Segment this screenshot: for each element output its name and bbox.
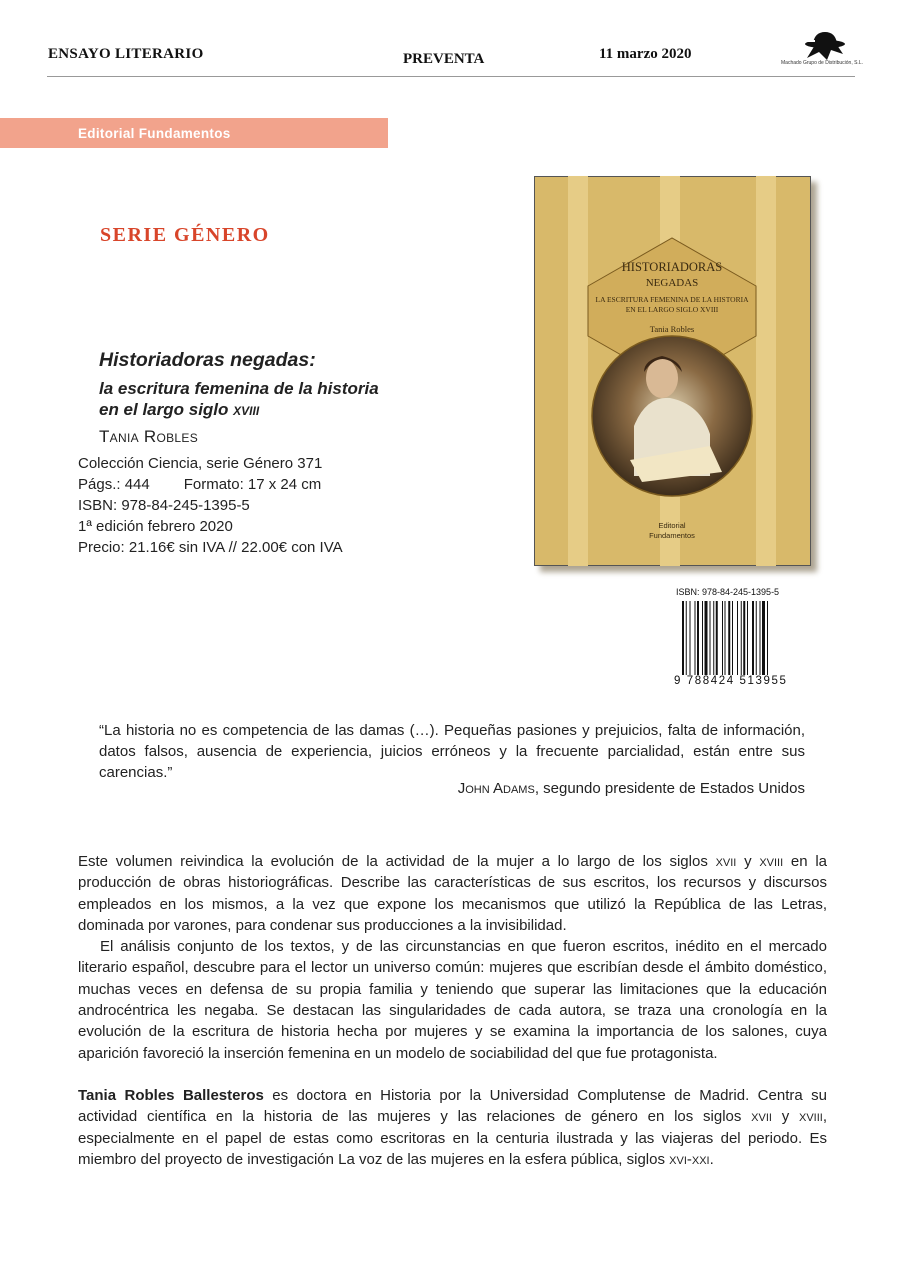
header-divider — [47, 76, 855, 77]
quote-author: John Adams — [457, 780, 535, 797]
book-edition: 1ª edición febrero 2020 — [78, 518, 233, 535]
header-status: PREVENTA — [403, 51, 485, 67]
book-subtitle-line2 — [99, 399, 439, 420]
bio-text: es doctora en Historia por la Universidad Complutense de Madrid. Centra su actividad científica en la historia de las mujeres y las relaciones de género en los siglos — [78, 1086, 827, 1126]
book-subtitle — [99, 378, 439, 420]
barcode-bar — [762, 601, 765, 675]
cover-publisher-line2: Fundamentos — [649, 531, 695, 540]
logo-caption: Machado Grupo de Distribución, S.L. — [781, 60, 863, 66]
book-description — [78, 851, 827, 1170]
barcode-bar — [760, 601, 761, 675]
cover-sub-line1: LA ESCRITURA FEMENINA DE LA HISTORIA — [595, 295, 749, 304]
series-label: SERIE GÉNERO — [100, 224, 270, 246]
barcode-bar — [690, 601, 691, 675]
barcode-bar — [732, 601, 733, 675]
barcode-bar — [725, 601, 726, 675]
book-subtitle-line1: la escritura femenina de la historia — [99, 379, 379, 398]
barcode-bar — [682, 601, 684, 675]
barcode — [672, 587, 804, 689]
book-subtitle-century: xviii — [233, 400, 260, 419]
book-cover-image — [534, 176, 811, 566]
description-paragraph-1 — [78, 851, 827, 936]
desc-text: y — [736, 853, 760, 870]
barcode-bar — [710, 601, 711, 675]
bio-century: xvii — [751, 1108, 772, 1126]
cover-title-line1: HISTORIADORAS — [621, 260, 723, 274]
epigraph-quote: “La historia no es competencia de las damas (…). Pequeñas pasiones y prejuicios, falta de información, datos falsos, ausencia de experiencia, juicios erróneos y la frecuente parcialidad, están entre sus carencias.” — [99, 722, 805, 781]
book-price: Precio: 21.16€ sin IVA // 22.00€ con IVA — [78, 539, 343, 556]
barcode-bar — [743, 601, 745, 675]
book-author: Tania Robles — [99, 427, 199, 446]
cover-author: Tania Robles — [649, 324, 695, 334]
book-subtitle-line2-text: en el largo siglo — [99, 400, 234, 419]
header-date: 11 marzo 2020 — [599, 46, 692, 62]
cover-sub-line2: EN EL LARGO SIGLO XVIII — [625, 305, 719, 314]
barcode-bar — [741, 601, 742, 675]
publisher-band-label: Editorial Fundamentos — [78, 126, 231, 141]
bio-text: . — [709, 1150, 714, 1168]
publisher-band — [0, 118, 388, 148]
cover-publisher-line1: Editorial — [658, 521, 686, 530]
bio-text: , especialmente en el papel de estas como escritoras en la centuria ilustrada y las viajeras del periodo. Es miembro del proyecto de investigación La voz de las mujeres en la esfera pública, siglos — [78, 1108, 827, 1168]
barcode-bar — [767, 601, 768, 675]
barcode-bar — [737, 601, 738, 675]
barcode-bar — [728, 601, 730, 675]
bio-text: y — [771, 1108, 799, 1126]
barcode-bar — [702, 601, 703, 675]
book-collection: Colección Ciencia, serie Género 371 — [78, 455, 323, 472]
barcode-bar — [716, 601, 718, 675]
book-title: Historiadoras negadas: — [99, 349, 316, 371]
bio-century: xvi-xxi — [669, 1150, 710, 1168]
book-metadata — [78, 453, 343, 558]
book-isbn: ISBN: 978-84-245-1395-5 — [78, 497, 250, 514]
bio-century: xviii — [798, 1108, 823, 1126]
barcode-bar — [722, 601, 723, 675]
header-section-label: ENSAYO LITERARIO — [48, 46, 204, 62]
book-format: Formato: 17 x 24 cm — [183, 476, 322, 493]
barcode-digits: 9 788424 513955 — [674, 675, 788, 687]
barcode-bar — [713, 601, 714, 675]
description-paragraph-2: El análisis conjunto de los textos, y de las circunstancias en que fueron escritos, inédito en el mercado literario español, descubre para el lector un universo común: mujeres que escribían desde el ámbito doméstico, muchas veces en defensa de su propia familia y teniendo que superar las limitaciones que la educación androcéntrica les negaba. Se destacan las singularidades de cada autora, se traza una cronología en la evolución de la escritura de historia hecha por mujeres y se examina la importancia de los salones, cuya aparición favoreció la inserción femenina en un modelo de sociabilidad del que fue protagonista. — [78, 938, 827, 1062]
barcode-bar — [686, 601, 687, 675]
barcode-bar — [705, 601, 708, 675]
barcode-bar — [697, 601, 699, 675]
desc-century: xviii — [759, 853, 784, 870]
barcode-bars — [682, 601, 800, 675]
barcode-bar — [747, 601, 748, 675]
barcode-isbn-label: ISBN: 978-84-245-1395-5 — [676, 587, 780, 597]
desc-century: xvii — [715, 853, 737, 870]
quote-author-title: , segundo presidente de Estados Unidos — [534, 780, 805, 797]
bio-author-name: Tania Robles Ballesteros — [78, 1086, 264, 1104]
barcode-bar — [752, 601, 754, 675]
author-bio — [78, 1085, 827, 1170]
barcode-bar — [695, 601, 696, 675]
book-pages-format — [78, 474, 343, 495]
desc-text: Este volumen reivindica la evolución de la actividad de la mujer a lo largo de los siglos — [78, 853, 716, 870]
cover-title-line2: NEGADAS — [645, 277, 699, 289]
barcode-bar — [756, 601, 757, 675]
book-pages: Págs.: 444 — [78, 476, 150, 493]
desc-text: en la producción de obras historiográficas. Describe las características de sus escritos, los recursos y discursos empleados en los mismos, a la vez que expone los mecanismos que utilizó la República de las Letras, dominada por varones, para condenar sus producciones a la invisibilidad. — [78, 853, 827, 934]
epigraph-attribution — [458, 780, 805, 797]
